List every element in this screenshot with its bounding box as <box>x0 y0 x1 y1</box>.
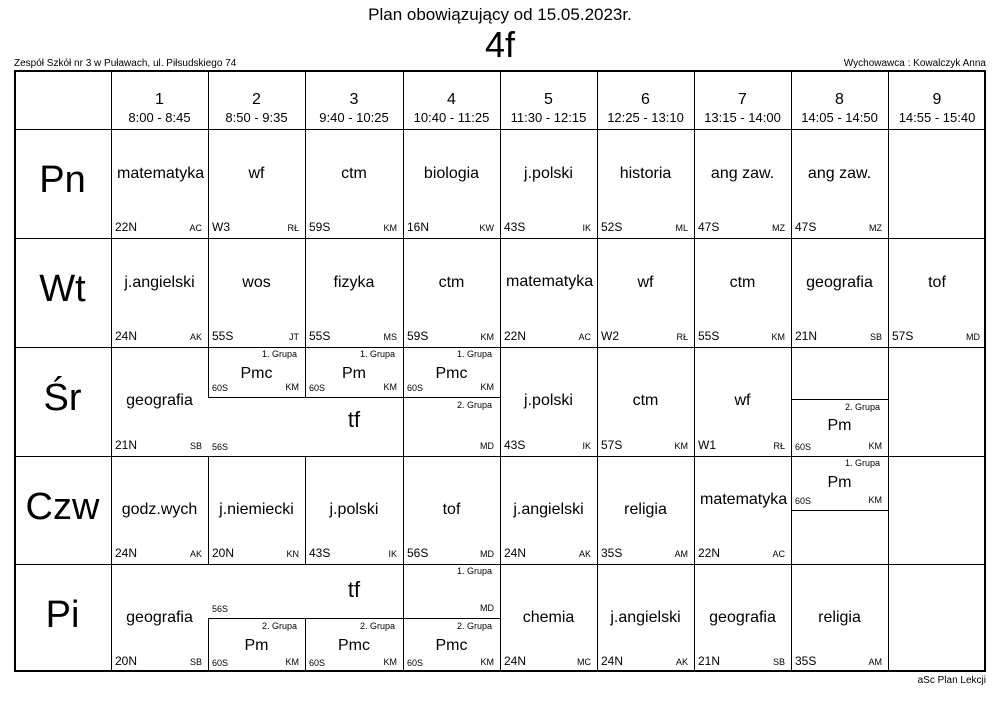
lesson-subject: chemia <box>522 609 575 626</box>
lesson-subject: godz.wych <box>121 501 198 518</box>
period-header-5 <box>500 70 597 129</box>
lesson-cell <box>403 238 500 347</box>
lesson-cell <box>111 564 208 672</box>
lesson-group: 2. Grupa <box>456 400 492 410</box>
lesson-cell <box>403 347 500 397</box>
lesson-teacher: KM <box>480 657 494 667</box>
lesson-group: 2. Grupa <box>359 621 395 631</box>
lesson-room: 55S <box>212 329 234 343</box>
lesson-room: 22N <box>698 546 721 560</box>
lesson-teacher: JT <box>289 332 299 342</box>
lesson-subject: historia <box>619 165 672 182</box>
col-divider <box>888 347 889 456</box>
lesson-teacher: AM <box>868 657 882 667</box>
lesson-room: 60S <box>309 658 326 668</box>
lesson-room: 60S <box>407 658 424 668</box>
lesson-cell <box>500 347 597 456</box>
lesson-cell <box>403 619 500 672</box>
lesson-room: 59S <box>407 329 429 343</box>
lesson-subject: wf <box>637 274 654 291</box>
period-time: 14:55 - 15:40 <box>898 110 976 125</box>
lesson-subject: ctm <box>632 392 659 409</box>
lesson-room: 55S <box>698 329 720 343</box>
lesson-teacher: RŁ <box>676 332 688 342</box>
lesson-cell <box>694 129 791 238</box>
col-divider <box>888 564 889 672</box>
period-header-4 <box>403 70 500 129</box>
lesson-subject: wf <box>248 165 265 182</box>
plan-title: Plan obowiązujący od 15.05.2023r. <box>368 5 632 24</box>
lesson-cell <box>791 129 888 238</box>
lesson-subject: geografia <box>126 609 193 626</box>
lesson-teacher: AK <box>189 549 202 559</box>
lesson-teacher: MD <box>480 603 494 613</box>
lesson-teacher: KM <box>868 441 882 451</box>
lesson-subject: wos <box>242 274 271 291</box>
period-number: 1 <box>155 91 164 108</box>
lesson-room: 21N <box>115 438 138 452</box>
lesson-cell <box>500 456 597 564</box>
period-number: 8 <box>835 91 844 108</box>
lesson-teacher: AK <box>189 332 202 342</box>
lesson-subject: geografia <box>709 609 776 626</box>
lesson-room: 60S <box>212 383 229 393</box>
lesson-room: W3 <box>212 220 230 234</box>
lesson-subject: j.polski <box>524 392 573 409</box>
lesson-teacher: KM <box>285 657 299 667</box>
lesson-room: 20N <box>212 546 235 560</box>
period-time: 14:05 - 14:50 <box>801 110 878 125</box>
lesson-teacher: SB <box>869 332 882 342</box>
lesson-cell <box>208 456 305 564</box>
period-number: 5 <box>544 91 553 108</box>
lesson-teacher: MD <box>480 441 494 451</box>
lesson-teacher: KN <box>286 549 299 559</box>
lesson-teacher: SB <box>189 441 202 451</box>
lesson-room: 57S <box>892 329 914 343</box>
lesson-teacher: KM <box>285 382 299 392</box>
period-number: 2 <box>252 91 261 108</box>
lesson-room: 22N <box>504 329 527 343</box>
lesson-teacher: AK <box>578 549 591 559</box>
lesson-room: 60S <box>795 496 812 506</box>
lesson-cell <box>791 238 888 347</box>
lesson-room: 35S <box>601 546 623 560</box>
lesson-cell <box>305 619 403 672</box>
lesson-cell <box>208 564 500 618</box>
lesson-cell <box>111 347 208 456</box>
lesson-group: 2. Grupa <box>844 402 880 412</box>
lesson-room: 24N <box>115 329 138 343</box>
lesson-teacher: IK <box>582 441 591 451</box>
period-number: 7 <box>738 91 747 108</box>
lesson-group: 1. Grupa <box>456 566 492 576</box>
lesson-teacher: AM <box>674 549 688 559</box>
lesson-room: 55S <box>309 329 331 343</box>
lesson-teacher: MS <box>383 332 397 342</box>
lesson-teacher: KM <box>383 657 397 667</box>
lesson-room: 60S <box>795 442 812 452</box>
lesson-room: W1 <box>698 438 716 452</box>
lesson-cell <box>791 564 888 672</box>
lesson-cell <box>111 238 208 347</box>
lesson-subject: tf <box>347 407 361 432</box>
lesson-cell <box>403 129 500 238</box>
lesson-cell <box>208 129 305 238</box>
lesson-room: 22N <box>115 220 138 234</box>
lesson-subject: tof <box>442 501 461 518</box>
lesson-room: 60S <box>407 383 424 393</box>
lesson-group: 1. Grupa <box>456 349 492 359</box>
lesson-room: 56S <box>212 442 229 452</box>
lesson-cell <box>305 238 403 347</box>
lesson-cell <box>694 238 791 347</box>
day-label: Czw <box>25 486 100 528</box>
lesson-room: 47S <box>795 220 817 234</box>
lesson-cell <box>597 238 694 347</box>
lesson-subject: religia <box>624 501 667 518</box>
lesson-subject: j.angielski <box>124 274 195 291</box>
class-teacher: Wychowawca : Kowalczyk Anna <box>843 58 986 69</box>
lesson-teacher: MD <box>480 549 494 559</box>
col-divider <box>888 456 889 564</box>
lesson-cell <box>111 129 208 238</box>
period-header-9 <box>888 70 986 129</box>
lesson-cell <box>208 238 305 347</box>
lesson-subject: geografia <box>806 274 873 291</box>
lesson-cell <box>694 456 791 564</box>
lesson-cell <box>208 398 500 456</box>
lesson-cell <box>500 129 597 238</box>
lesson-teacher: AC <box>189 223 202 233</box>
lesson-subject: Pmc <box>240 365 273 382</box>
lesson-subject: ctm <box>341 165 367 182</box>
lesson-subject: ang zaw. <box>807 165 872 182</box>
day-label: Wt <box>39 268 86 310</box>
lesson-room: 16N <box>407 220 430 234</box>
lesson-teacher: KM <box>480 382 494 392</box>
lesson-group: 1. Grupa <box>844 458 880 468</box>
lesson-cell <box>888 238 986 347</box>
col-divider <box>888 129 889 238</box>
lesson-teacher: KM <box>480 332 494 342</box>
lesson-teacher: MD <box>966 332 980 342</box>
lesson-subject: j.polski <box>524 165 573 182</box>
lesson-teacher: IK <box>388 549 397 559</box>
lesson-room: 24N <box>504 654 527 668</box>
period-time: 8:50 - 9:35 <box>225 110 288 125</box>
lesson-subject: matematyka <box>700 491 788 508</box>
lesson-room: 20N <box>115 654 138 668</box>
lesson-subject: ctm <box>438 274 465 291</box>
period-header-3 <box>305 70 403 129</box>
lesson-subject: j.angielski <box>513 501 584 518</box>
lesson-teacher: AC <box>772 549 785 559</box>
lesson-cell <box>305 129 403 238</box>
period-header-7 <box>694 70 791 129</box>
lesson-teacher: KM <box>383 382 397 392</box>
day-label: Śr <box>43 377 82 419</box>
lesson-teacher: SB <box>189 657 202 667</box>
lesson-cell <box>500 564 597 672</box>
lesson-subject: geografia <box>126 392 193 409</box>
lesson-subject: fizyka <box>333 274 375 291</box>
lesson-room: 21N <box>795 329 818 343</box>
lesson-subject: tf <box>347 577 361 602</box>
lesson-room: 57S <box>601 438 623 452</box>
lesson-room: 43S <box>504 220 526 234</box>
lesson-subject: matematyka <box>506 273 594 290</box>
lesson-teacher: KM <box>771 332 785 342</box>
lesson-subject: Pm <box>244 637 269 654</box>
lesson-cell <box>597 347 694 456</box>
lesson-room: W2 <box>601 329 619 343</box>
lesson-subject: matematyka <box>117 165 205 182</box>
lesson-teacher: ML <box>675 223 688 233</box>
period-time: 10:40 - 11:25 <box>413 110 490 125</box>
lesson-room: 56S <box>212 604 229 614</box>
lesson-teacher: KM <box>868 495 882 505</box>
period-time: 11:30 - 12:15 <box>510 110 587 125</box>
lesson-subject: j.polski <box>329 501 379 518</box>
lesson-teacher: AC <box>578 332 591 342</box>
period-header-6 <box>597 70 694 129</box>
lesson-teacher: MC <box>577 657 591 667</box>
group-divider <box>791 510 888 511</box>
lesson-teacher: MZ <box>772 223 785 233</box>
lesson-cell <box>597 129 694 238</box>
lesson-cell <box>208 619 305 672</box>
lesson-room: 21N <box>698 654 721 668</box>
day-label: Pn <box>39 159 86 201</box>
lesson-teacher: KW <box>479 223 494 233</box>
lesson-teacher: MZ <box>869 223 882 233</box>
lesson-room: 60S <box>309 383 326 393</box>
period-header-2 <box>208 70 305 129</box>
lesson-subject: tof <box>928 274 946 291</box>
lesson-group: 1. Grupa <box>261 349 297 359</box>
lesson-group: 2. Grupa <box>456 621 492 631</box>
period-number: 6 <box>641 91 650 108</box>
footer-credit: aSc Plan Lekcji <box>917 675 986 686</box>
lesson-subject: ctm <box>729 274 756 291</box>
lesson-teacher: RŁ <box>287 223 299 233</box>
lesson-room: 56S <box>407 546 429 560</box>
lesson-cell <box>208 347 305 397</box>
lesson-room: 52S <box>601 220 623 234</box>
period-number: 3 <box>349 91 359 108</box>
lesson-room: 24N <box>601 654 624 668</box>
lesson-subject: biologia <box>423 165 480 182</box>
lesson-cell <box>500 238 597 347</box>
lesson-teacher: KM <box>383 223 397 233</box>
lesson-teacher: AK <box>675 657 688 667</box>
period-time: 13:15 - 14:00 <box>704 110 781 125</box>
lesson-subject: Pmc <box>435 365 468 382</box>
lesson-subject: Pm <box>342 365 366 382</box>
lesson-cell <box>597 564 694 672</box>
lesson-room: 43S <box>504 438 526 452</box>
lesson-cell <box>305 456 403 564</box>
lesson-teacher: KM <box>674 441 688 451</box>
lesson-subject: Pmc <box>338 637 370 654</box>
lesson-subject: Pm <box>827 474 852 491</box>
lesson-cell <box>111 456 208 564</box>
lesson-cell <box>403 456 500 564</box>
lesson-room: 59S <box>309 220 331 234</box>
period-number: 4 <box>447 91 456 108</box>
lesson-teacher: SB <box>772 657 785 667</box>
class-name: 4f <box>484 24 516 65</box>
lesson-group: 2. Grupa <box>261 621 297 631</box>
lesson-cell <box>791 456 888 510</box>
school-name: Zespół Szkół nr 3 w Puławach, ul. Piłsudskiego 74 <box>14 58 237 69</box>
lesson-subject: j.angielski <box>610 609 681 626</box>
lesson-teacher: IK <box>582 223 591 233</box>
lesson-room: 43S <box>309 546 331 560</box>
period-time: 9:40 - 10:25 <box>319 110 389 125</box>
lesson-cell <box>597 456 694 564</box>
timetable-grid <box>14 70 986 672</box>
lesson-room: 24N <box>504 546 527 560</box>
lesson-cell <box>791 400 888 456</box>
lesson-group: 1. Grupa <box>359 349 395 359</box>
period-header-1 <box>111 70 208 129</box>
period-header-8 <box>791 70 888 129</box>
lesson-teacher: RŁ <box>773 441 785 451</box>
lesson-room: 35S <box>795 654 817 668</box>
lesson-cell <box>305 347 403 397</box>
lesson-cell <box>694 347 791 456</box>
lesson-subject: wf <box>734 392 751 409</box>
day-label: Pi <box>45 594 80 636</box>
lesson-subject: Pmc <box>435 637 468 654</box>
lesson-subject: j.niemiecki <box>219 501 294 518</box>
period-number: 9 <box>932 91 942 108</box>
period-time: 12:25 - 13:10 <box>607 110 684 125</box>
lesson-subject: ang zaw. <box>710 165 775 182</box>
lesson-room: 47S <box>698 220 720 234</box>
period-time: 8:00 - 8:45 <box>128 110 191 125</box>
lesson-room: 24N <box>115 546 138 560</box>
lesson-subject: Pm <box>827 417 852 434</box>
lesson-subject: religia <box>818 609 861 626</box>
lesson-cell <box>694 564 791 672</box>
lesson-room: 60S <box>212 658 229 668</box>
